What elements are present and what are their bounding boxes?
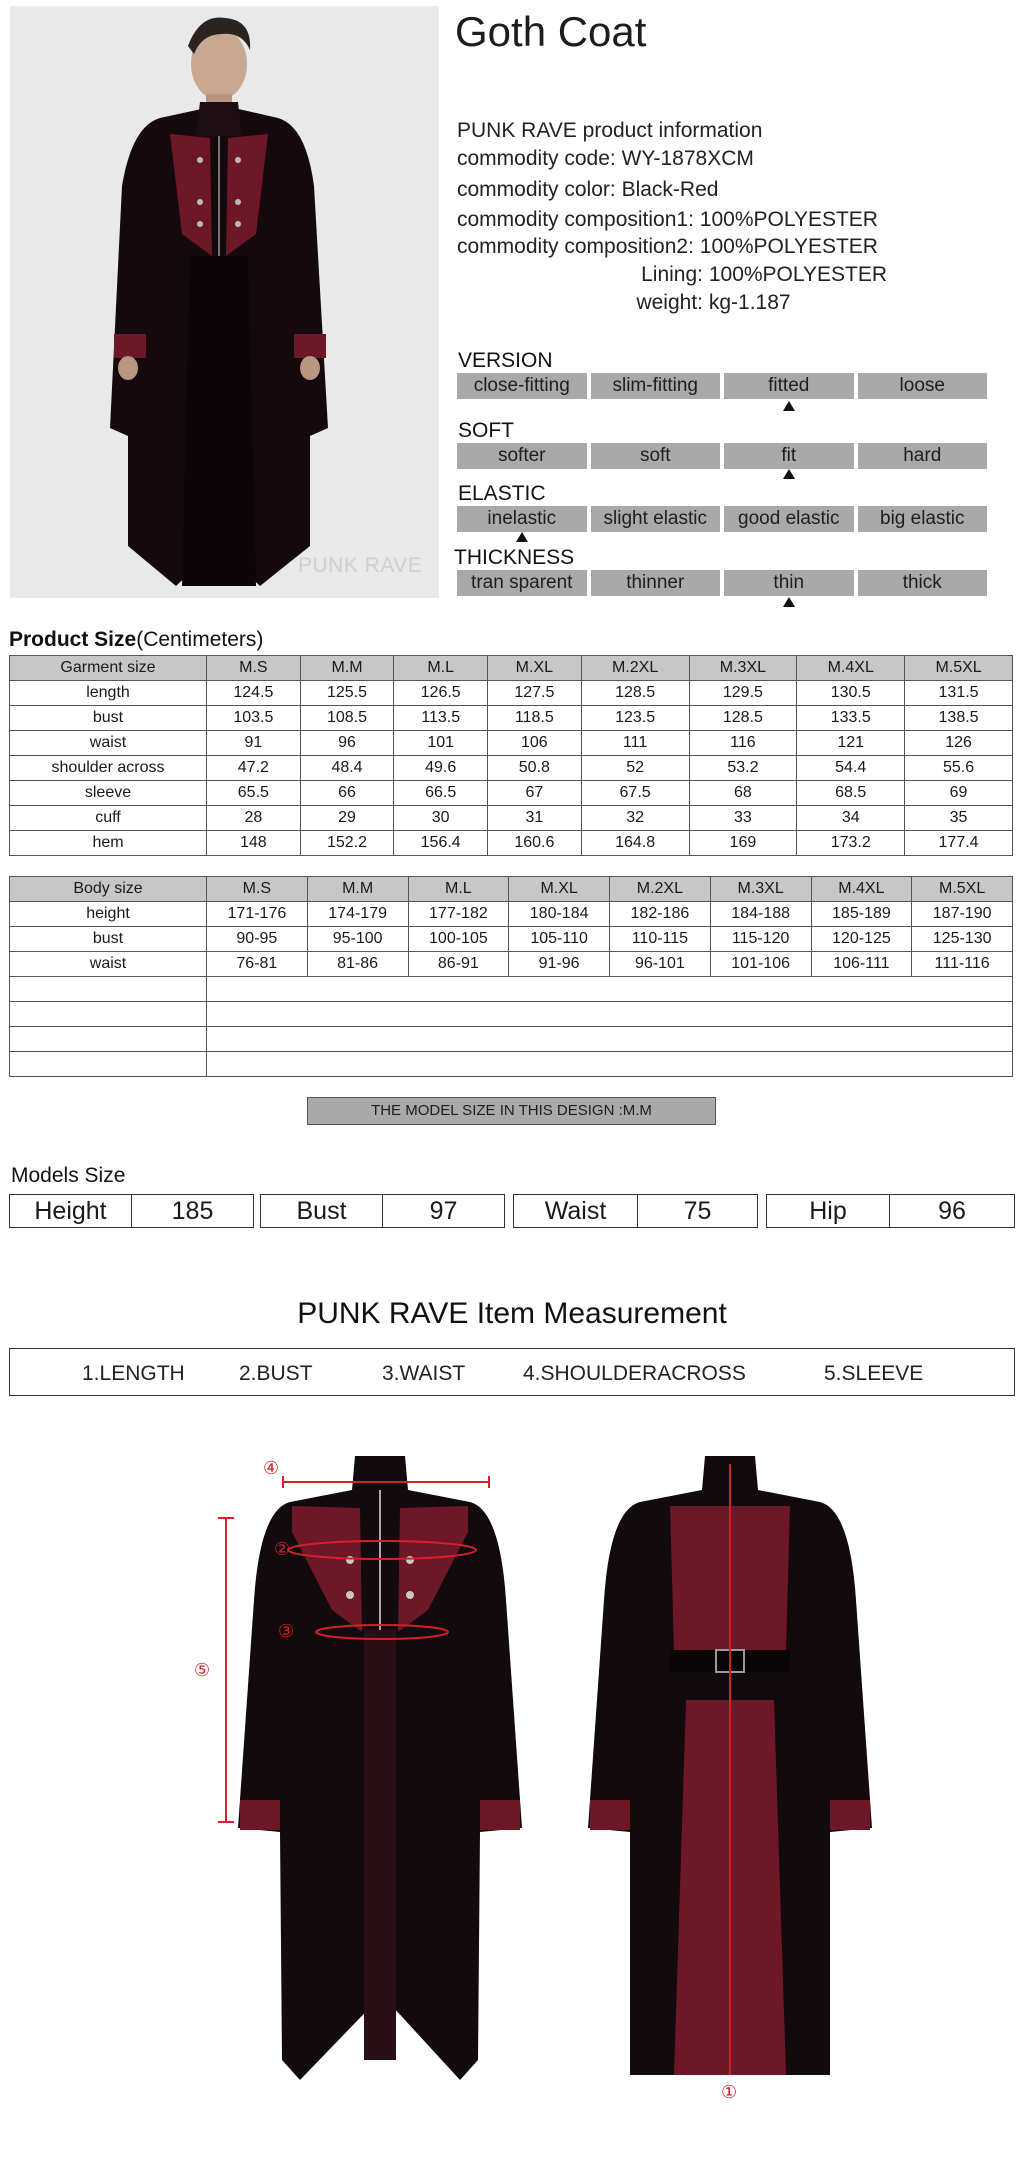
attr-option: soft [591,443,721,469]
value-cell: M.4XL [811,877,912,902]
value-cell: 120-125 [811,927,912,952]
value-cell: 32 [581,806,689,831]
info-value: 100%POLYESTER [708,263,888,286]
value-cell: 48.4 [300,756,394,781]
value-cell: 108.5 [300,706,394,731]
row-label-cell: hem [10,831,207,856]
selected-marker-icon [783,401,795,411]
value-cell: 185-189 [811,902,912,927]
info-key: commodity composition1: [457,208,694,231]
value-cell: 116 [689,731,797,756]
row-label-cell: sleeve [10,781,207,806]
row-label-cell: length [10,681,207,706]
value-cell: 110-115 [610,927,711,952]
value-cell: 127.5 [488,681,582,706]
value-cell: 121 [797,731,905,756]
value-cell: 173.2 [797,831,905,856]
value-cell: 28 [207,806,301,831]
value-cell: 101-106 [710,952,811,977]
value-cell: 133.5 [797,706,905,731]
value-cell: M.XL [488,656,582,681]
value-cell: 86-91 [408,952,509,977]
model-measure-label: Hip [767,1195,890,1227]
model-measure-label: Height [10,1195,132,1227]
attr-bar-version [457,373,987,399]
value-cell: 90-95 [207,927,308,952]
value-cell: 187-190 [912,902,1013,927]
product-photo [10,6,439,598]
value-cell: M.3XL [710,877,811,902]
value-cell: 164.8 [581,831,689,856]
attr-option: fitted [724,373,854,399]
value-cell: 128.5 [581,681,689,706]
table-row [10,781,1013,806]
value-cell: 106-111 [811,952,912,977]
info-value: 100%POLYESTER [699,208,878,231]
value-cell: 53.2 [689,756,797,781]
value-cell: 118.5 [488,706,582,731]
value-cell: M.L [408,877,509,902]
model-measure-value: 185 [171,1197,214,1225]
value-cell: M.2XL [581,656,689,681]
value-cell [207,1027,1013,1052]
info-value: WY-1878XCM [621,147,754,170]
value-cell: 31 [488,806,582,831]
value-cell [207,1002,1013,1027]
measurement-item: 4.SHOULDERACROSS [523,1362,746,1385]
value-cell: 148 [207,831,301,856]
coat-front-back-illustration [150,1450,1000,2130]
value-cell: 103.5 [207,706,301,731]
value-cell: 54.4 [797,756,905,781]
table-row [10,902,1013,927]
model-height-box [9,1194,254,1228]
table-row [10,731,1013,756]
product-size-title [9,628,263,652]
value-cell: 111 [581,731,689,756]
value-cell: M.3XL [689,656,797,681]
value-cell: 160.6 [488,831,582,856]
table-empty-row [10,977,1013,1002]
table-row [10,706,1013,731]
model-measure-value: 97 [429,1197,458,1225]
measurement-illustration [150,1450,1000,2130]
row-label-cell [10,1052,207,1077]
value-cell: 169 [689,831,797,856]
value-cell: 67.5 [581,781,689,806]
value-cell: 101 [394,731,488,756]
value-cell: 34 [797,806,905,831]
garment-size-table [9,655,1013,856]
value-cell: 177.4 [905,831,1013,856]
value-cell: 66.5 [394,781,488,806]
value-cell: 96-101 [610,952,711,977]
marker-3: ③ [278,1621,295,1642]
value-cell: 124.5 [207,681,301,706]
row-label-cell: height [10,902,207,927]
value-cell: 67 [488,781,582,806]
attr-option: softer [457,443,587,469]
value-cell: 91-96 [509,952,610,977]
value-cell: 180-184 [509,902,610,927]
attr-option: loose [858,373,988,399]
attr-bar-elastic [457,506,987,532]
value-cell: 50.8 [488,756,582,781]
row-label-cell: shoulder across [10,756,207,781]
info-row [457,263,887,287]
value-cell: 126 [905,731,1013,756]
value-cell: 115-120 [710,927,811,952]
value-cell: 131.5 [905,681,1013,706]
selected-marker-icon [516,532,528,542]
value-cell: 152.2 [300,831,394,856]
attr-bar-thickness [457,570,987,596]
model-measure-value: 75 [683,1197,712,1225]
table-row [10,756,1013,781]
value-cell: 106 [488,731,582,756]
value-cell: 29 [300,806,394,831]
value-cell: M.M [300,656,394,681]
attr-option: inelastic [457,506,587,532]
value-cell: 111-116 [912,952,1013,977]
attr-option: good elastic [724,506,854,532]
value-cell: 30 [394,806,488,831]
model-measure-label: Bust [261,1195,383,1227]
info-value: Black-Red [621,178,719,201]
model-bust-box [260,1194,505,1228]
row-label-cell: cuff [10,806,207,831]
attr-option: tran sparent [457,570,587,596]
value-cell: 130.5 [797,681,905,706]
marker-1: ① [721,2082,738,2103]
value-cell: 125.5 [300,681,394,706]
row-label-cell: bust [10,927,207,952]
table-row [10,806,1013,831]
info-key: commodity composition2: [457,235,694,258]
value-cell: 123.5 [581,706,689,731]
model-hip-box [766,1194,1015,1228]
info-value: kg-1.187 [708,291,791,314]
value-cell: 76-81 [207,952,308,977]
measurement-title: PUNK RAVE Item Measurement [297,1297,727,1330]
info-value: 100%POLYESTER [699,235,878,258]
table-empty-row [10,1027,1013,1052]
value-cell: 69 [905,781,1013,806]
value-cell: M.XL [509,877,610,902]
table-header-row [10,656,1013,681]
table-row [10,927,1013,952]
value-cell: M.5XL [905,656,1013,681]
info-key: commodity color: [457,178,616,201]
table-row [10,831,1013,856]
attr-option: close-fitting [457,373,587,399]
value-cell: 35 [905,806,1013,831]
attr-label-soft: SOFT [458,419,514,442]
attr-option: fit [724,443,854,469]
product-size-unit: (Centimeters) [136,628,264,651]
attr-option: slim-fitting [591,373,721,399]
value-cell: 174-179 [307,902,408,927]
value-cell: 182-186 [610,902,711,927]
value-cell: 66 [300,781,394,806]
value-cell [207,1052,1013,1077]
marker-4: ④ [263,1458,280,1479]
value-cell: 105-110 [509,927,610,952]
row-label-cell [10,1002,207,1027]
value-cell: 68 [689,781,797,806]
value-cell: M.M [307,877,408,902]
product-size-title-bold: Product Size [9,628,137,651]
models-size-title: Models Size [11,1164,126,1187]
marker-2: ② [274,1539,291,1560]
product-title: Goth Coat [455,8,647,55]
measurement-item: 2.BUST [239,1362,313,1385]
attr-option: thin [724,570,854,596]
attr-label-thickness: THICKNESS [454,546,575,569]
value-cell [207,977,1013,1002]
value-cell: 125-130 [912,927,1013,952]
model-size-note: THE MODEL SIZE IN THIS DESIGN :M.M [307,1097,716,1125]
value-cell: 128.5 [689,706,797,731]
attr-label-version: VERSION [458,349,553,372]
value-cell: 126.5 [394,681,488,706]
value-cell: 47.2 [207,756,301,781]
info-row [457,147,754,171]
table-empty-row [10,1002,1013,1027]
model-measure-value: 96 [938,1197,966,1225]
value-cell: 156.4 [394,831,488,856]
value-cell: M.5XL [912,877,1013,902]
value-cell: 68.5 [797,781,905,806]
value-cell: 95-100 [307,927,408,952]
attr-option: slight elastic [591,506,721,532]
info-row [457,178,718,202]
attr-option: thinner [591,570,721,596]
table-header-row [10,877,1013,902]
row-label-cell: bust [10,706,207,731]
value-cell: 100-105 [408,927,509,952]
value-cell: M.2XL [610,877,711,902]
measurement-item: 1.LENGTH [82,1362,185,1385]
table-empty-row [10,1052,1013,1077]
value-cell: 49.6 [394,756,488,781]
watermark: PUNK RAVE [298,554,423,577]
info-row [457,235,878,259]
table-row [10,681,1013,706]
selected-marker-icon [783,597,795,607]
value-cell: 177-182 [408,902,509,927]
measurement-item: 3.WAIST [382,1362,466,1385]
body-size-table [9,876,1013,1077]
row-label-cell: waist [10,952,207,977]
model-waist-box [513,1194,758,1228]
attr-option: big elastic [858,506,988,532]
value-cell: 171-176 [207,902,308,927]
value-cell: 129.5 [689,681,797,706]
attr-option: thick [858,570,988,596]
table-row [10,952,1013,977]
info-key: Lining: [641,263,703,286]
info-key: commodity code: [457,147,616,170]
model-measure-label: Waist [514,1195,638,1227]
value-cell: 55.6 [905,756,1013,781]
selected-marker-icon [783,469,795,479]
value-cell: M.L [394,656,488,681]
row-label-cell: Body size [10,877,207,902]
value-cell: 138.5 [905,706,1013,731]
attr-bar-soft [457,443,987,469]
info-row [457,291,791,315]
value-cell: 113.5 [394,706,488,731]
row-label-cell [10,1027,207,1052]
row-label-cell: Garment size [10,656,207,681]
value-cell: 91 [207,731,301,756]
row-label-cell: waist [10,731,207,756]
info-row [457,208,878,232]
value-cell: 65.5 [207,781,301,806]
measurement-item: 5.SLEEVE [824,1362,924,1385]
value-cell: 52 [581,756,689,781]
value-cell: 81-86 [307,952,408,977]
info-key: weight: [636,291,703,314]
attr-label-elastic: ELASTIC [458,482,546,505]
attr-option: hard [858,443,988,469]
row-label-cell [10,977,207,1002]
marker-5: ⑤ [194,1660,211,1681]
value-cell: 33 [689,806,797,831]
model-coat-illustration [10,6,439,598]
value-cell: 184-188 [710,902,811,927]
brand-line: PUNK RAVE product information [457,119,763,142]
value-cell: 96 [300,731,394,756]
value-cell: M.S [207,656,301,681]
value-cell: M.S [207,877,308,902]
value-cell: M.4XL [797,656,905,681]
